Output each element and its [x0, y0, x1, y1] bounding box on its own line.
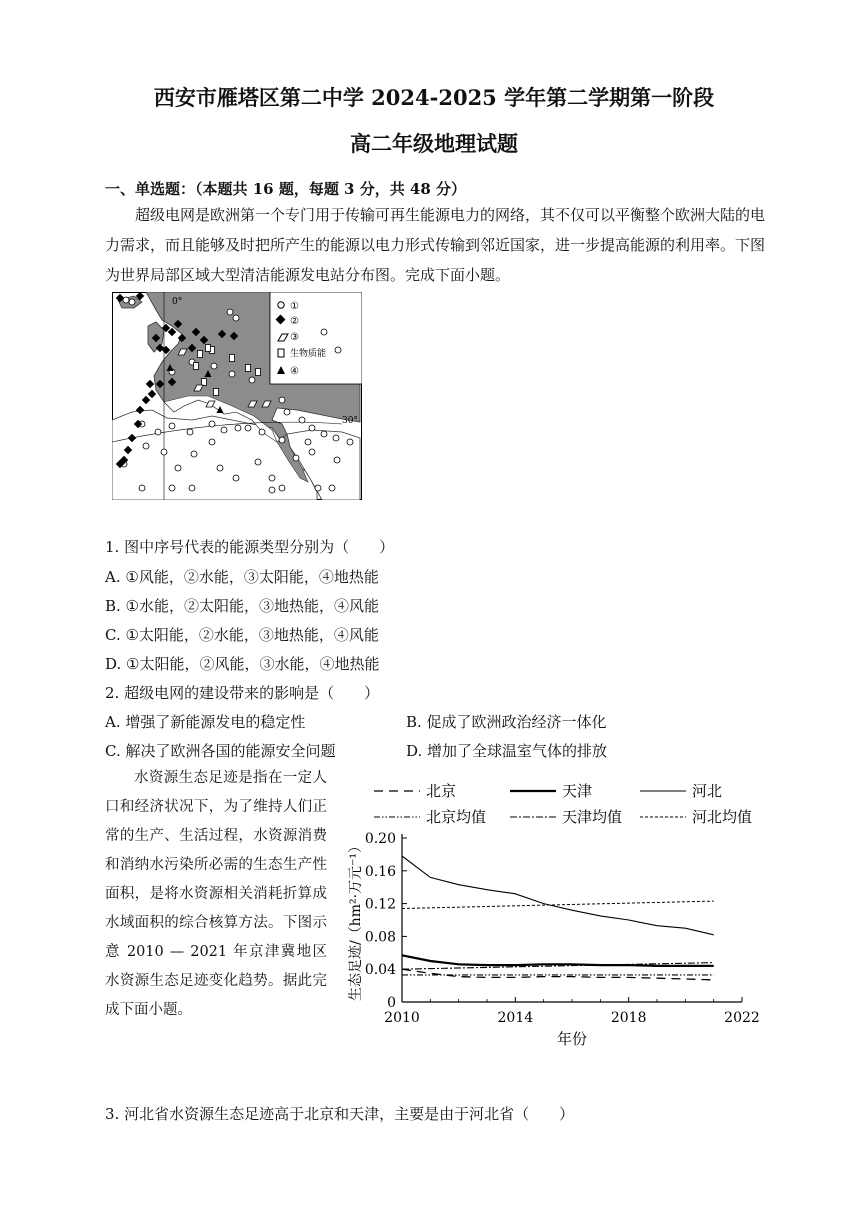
water-footprint-chart	[338, 776, 774, 1058]
map-marker-circle	[209, 421, 215, 427]
question-1-option-b[interactable]: B. ①水能，②太阳能，③地热能，④风能	[105, 597, 380, 615]
question-1-option-c[interactable]: C. ①太阳能，②水能，③地热能，④风能	[105, 626, 379, 644]
page-title: 西安市雁塔区第二中学 2024-2025 学年第二学期第一阶段	[153, 85, 715, 110]
map-marker-biomass	[194, 363, 199, 370]
map-marker-circle	[329, 485, 335, 491]
map-marker-circle	[189, 485, 195, 491]
map-marker-circle	[279, 485, 285, 491]
map-marker-circle	[209, 439, 215, 445]
legend-label-1: ①	[290, 301, 299, 312]
legend-label-3: ③	[290, 332, 299, 343]
map-marker-circle	[293, 455, 299, 461]
map-marker-circle	[347, 439, 353, 445]
y-tick-label: 0.08	[364, 929, 396, 946]
page-subtitle: 高二年级地理试题	[350, 131, 518, 156]
y-tick-label: 0.04	[364, 962, 396, 979]
map-marker-biomass	[256, 369, 261, 376]
map-marker-circle	[227, 309, 233, 315]
legend-label-3: 河北	[692, 782, 723, 800]
x-tick-label: 2022	[724, 1010, 760, 1026]
legend-label-4: ④	[290, 366, 299, 377]
map-marker-circle	[187, 429, 193, 435]
passage-2	[105, 764, 327, 1025]
map-marker-circle	[335, 347, 341, 353]
map-marker-circle	[169, 423, 175, 429]
x-tick-label: 2018	[610, 1010, 647, 1026]
map-marker-circle	[221, 427, 227, 433]
legend-label-biomass: 生物质能	[290, 349, 327, 359]
legend-label-2: ②	[290, 316, 299, 327]
longitude-label: 0°	[172, 297, 183, 307]
question-2-option-c[interactable]: C. 解决了欧洲各国的能源安全问题	[105, 742, 336, 760]
map-marker-circle	[235, 425, 241, 431]
question-2-option-b[interactable]: B. 促成了欧洲政治经济一体化	[406, 713, 607, 731]
map-marker-circle	[333, 435, 339, 441]
map-marker-circle	[249, 377, 255, 383]
map-marker-biomass	[214, 389, 219, 396]
y-tick-label: 0.16	[364, 863, 396, 880]
map-marker-circle	[161, 449, 167, 455]
map-marker-circle	[245, 425, 251, 431]
x-tick-label: 2010	[384, 1010, 420, 1026]
legend-label-6: 河北均值	[692, 808, 753, 826]
section-heading: 一、单选题：（本题共 16 题，每题 3 分，共 48 分）	[105, 180, 467, 198]
map-marker-circle	[284, 409, 290, 415]
series-line-3	[402, 856, 714, 935]
map-marker-biomass	[246, 365, 251, 372]
map-marker-circle	[309, 449, 315, 455]
map-marker-circle	[217, 465, 223, 471]
passage-2-text: 水资源生态足迹是指在一定人口和经济状况下，为了维持人们正常的生产、生活过程，水资源消费和消纳水污染所必需的生态生产性面积，是将水资源相关消耗折算成水域面积的综合核算方法。下图示意 2010 — 2021 年京津冀地区水资源生态足迹变化趋势。据此完成下面小题。	[105, 770, 327, 1018]
map-marker-circle	[309, 425, 315, 431]
legend-label-4: 北京均值	[426, 808, 487, 826]
y-tick-label: 0.12	[364, 896, 396, 913]
question-1-option-a[interactable]: A. ①风能，②水能，③太阳能，④地热能	[105, 568, 379, 586]
map-marker-circle	[321, 329, 327, 335]
passage-1-text: 超级电网是欧洲第一个专门用于传输可再生能源电力的网络，其不仅可以平衡整个欧洲大陆的电力需求，而且能够及时把所产生的能源以电力形式传输到邻近国家，进一步提高能源的利用率。下图为世界局部区域大型清洁能源发电站分布图。完成下面小题。	[105, 206, 766, 284]
map-marker-circle	[175, 465, 181, 471]
map-marker-circle	[269, 487, 275, 493]
map-marker-circle	[269, 475, 275, 481]
map-marker-circle	[191, 451, 197, 457]
map-marker-circle	[229, 371, 235, 377]
open-circle-icon	[278, 302, 284, 308]
y-tick-label: 0.20	[364, 831, 396, 847]
map-marker-circle	[334, 457, 340, 463]
question-2-option-a[interactable]: A. 增强了新能源发电的稳定性	[105, 713, 306, 731]
map-marker-circle	[233, 475, 239, 481]
question-1-stem: 1. 图中序号代表的能源类型分别为（ ）	[105, 538, 395, 556]
map-marker-biomass	[230, 355, 235, 362]
question-1-option-d[interactable]: D. ①太阳能，②风能，③水能，④地热能	[105, 655, 380, 673]
question-3-stem: 3. 河北省水资源生态足迹高于北京和天津，主要是由于河北省（ ）	[105, 1105, 575, 1123]
map-marker-circle	[169, 485, 175, 491]
map-marker-circle	[259, 429, 265, 435]
map-marker-circle	[279, 397, 285, 403]
legend-label-5: 天津均值	[562, 808, 623, 826]
question-2-stem: 2. 超级电网的建设带来的影响是（ ）	[105, 684, 380, 702]
question-2-option-d[interactable]: D. 增加了全球温室气体的排放	[406, 742, 608, 760]
latitude-label: 30°	[342, 416, 358, 426]
map-marker-circle	[321, 431, 327, 437]
map-marker-circle	[129, 299, 135, 305]
map-marker-circle	[233, 315, 239, 321]
map-marker-biomass	[202, 379, 207, 386]
x-tick-label: 2014	[497, 1010, 534, 1026]
y-axis-label: 生态足迹/（hm²·万元⁻¹）	[348, 838, 364, 1002]
map-marker-circle	[305, 439, 311, 445]
map-marker-circle	[143, 443, 149, 449]
x-axis-label: 年份	[556, 1030, 588, 1048]
map-marker-biomass	[206, 345, 211, 352]
map-marker-circle	[155, 429, 161, 435]
map-marker-circle	[279, 437, 285, 443]
map-marker-circle	[139, 485, 145, 491]
energy-station-map	[112, 292, 362, 500]
map-marker-circle	[315, 485, 321, 491]
series-line-2	[402, 955, 714, 966]
legend-label-1: 北京	[426, 782, 457, 800]
legend-label-2: 天津	[562, 782, 593, 800]
map-marker-biomass	[198, 351, 203, 358]
map-marker-circle	[255, 459, 261, 465]
open-rectangle-icon	[278, 349, 284, 357]
map-marker-circle	[299, 417, 305, 423]
map-marker-circle	[211, 363, 217, 369]
passage-1	[105, 200, 765, 290]
y-tick-label: 0	[387, 995, 396, 1011]
